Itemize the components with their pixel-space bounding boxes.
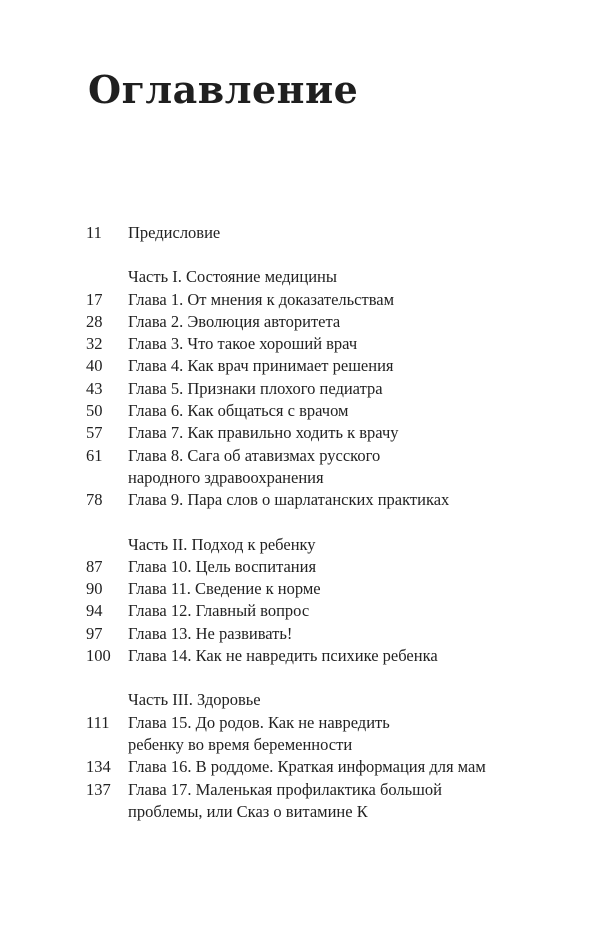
page-number: 78 xyxy=(86,490,103,510)
toc-entry-row xyxy=(86,645,586,667)
toc-parts xyxy=(86,244,586,823)
chapter-title: Глава 17. Маленькая профилактика большой xyxy=(128,779,442,799)
toc-entry-row xyxy=(86,489,586,511)
page-number: 61 xyxy=(86,445,103,465)
chapter-title: Глава 5. Признаки плохого педиатра xyxy=(128,378,383,398)
toc-entry-row xyxy=(86,422,586,444)
page-number: 28 xyxy=(86,311,103,331)
chapter-title: Глава 4. Как врач принимает решения xyxy=(128,356,394,376)
page-number: 137 xyxy=(86,779,111,799)
section-gap xyxy=(86,244,586,266)
toc-preface-row xyxy=(86,222,586,244)
chapter-title: Глава 3. Что такое хороший врач xyxy=(128,334,358,354)
chapter-title: Глава 1. От мнения к доказательствам xyxy=(128,289,395,309)
toc-entry-row xyxy=(86,311,586,333)
toc-entry-row xyxy=(86,556,586,578)
page-number: 17 xyxy=(86,289,103,309)
chapter-title: Глава 9. Пара слов о шарлатанских практиках xyxy=(128,490,450,510)
toc-entry-row xyxy=(86,467,586,489)
page-number: 90 xyxy=(86,579,103,599)
page-number: 40 xyxy=(86,356,103,376)
page-number: 100 xyxy=(86,646,111,666)
table-of-contents xyxy=(86,222,586,823)
toc-entry-row xyxy=(86,779,586,801)
toc-entry-row xyxy=(86,712,586,734)
chapter-title: Глава 13. Не развивать! xyxy=(128,623,293,643)
toc-entry-row xyxy=(86,801,586,823)
page-number: 87 xyxy=(86,556,103,576)
page-number: 50 xyxy=(86,401,103,421)
toc-entry-row xyxy=(86,734,586,756)
chapter-title: Глава 6. Как общаться с врачом xyxy=(128,401,349,421)
section-gap xyxy=(86,512,586,534)
toc-entry-row xyxy=(86,378,586,400)
chapter-title: Глава 15. До родов. Как не навредить xyxy=(128,712,390,732)
toc-entry-row xyxy=(86,400,586,422)
chapter-title: Глава 16. В роддоме. Краткая информация для мам xyxy=(128,757,486,777)
chapter-title: Глава 14. Как не навредить психике ребенка xyxy=(128,646,438,666)
part-heading-row xyxy=(86,689,586,711)
chapter-title: Глава 2. Эволюция авторитета xyxy=(128,311,341,331)
preface-label: Предисловие xyxy=(128,223,221,242)
page-number: 97 xyxy=(86,623,103,643)
page-title: Оглавление xyxy=(88,67,359,112)
chapter-title: Глава 7. Как правильно ходить к врачу xyxy=(128,423,399,443)
chapter-title: Глава 8. Сага об атавизмах русского xyxy=(128,445,381,465)
page-number: 57 xyxy=(86,423,103,443)
part-heading: Часть II. Подход к ребенку xyxy=(128,534,316,554)
chapter-title: Глава 12. Главный вопрос xyxy=(128,601,310,621)
chapter-title: Глава 11. Сведение к норме xyxy=(128,579,321,599)
page-number: 43 xyxy=(86,378,103,398)
toc-entry-row xyxy=(86,445,586,467)
toc-entry-row xyxy=(86,289,586,311)
toc-entry-row xyxy=(86,578,586,600)
page-number: 32 xyxy=(86,334,103,354)
toc-entry-row xyxy=(86,333,586,355)
part-heading-row xyxy=(86,534,586,556)
toc-entry-row xyxy=(86,623,586,645)
chapter-title: проблемы, или Сказ о витамине К xyxy=(128,801,368,821)
page-number: 134 xyxy=(86,757,111,777)
chapter-title: Глава 10. Цель воспитания xyxy=(128,556,317,576)
part-heading-row xyxy=(86,266,586,288)
chapter-title: народного здравоохранения xyxy=(128,467,324,487)
page-number: 94 xyxy=(86,601,103,621)
page-number: 11 xyxy=(86,223,102,242)
toc-entry-row xyxy=(86,756,586,778)
part-heading: Часть III. Здоровье xyxy=(128,690,261,710)
part-heading: Часть I. Состояние медицины xyxy=(128,267,337,287)
chapter-title: ребенку во время беременности xyxy=(128,734,353,754)
toc-entry-row xyxy=(86,355,586,377)
section-gap xyxy=(86,667,586,689)
toc-entry-row xyxy=(86,600,586,622)
page-number: 111 xyxy=(86,712,110,732)
